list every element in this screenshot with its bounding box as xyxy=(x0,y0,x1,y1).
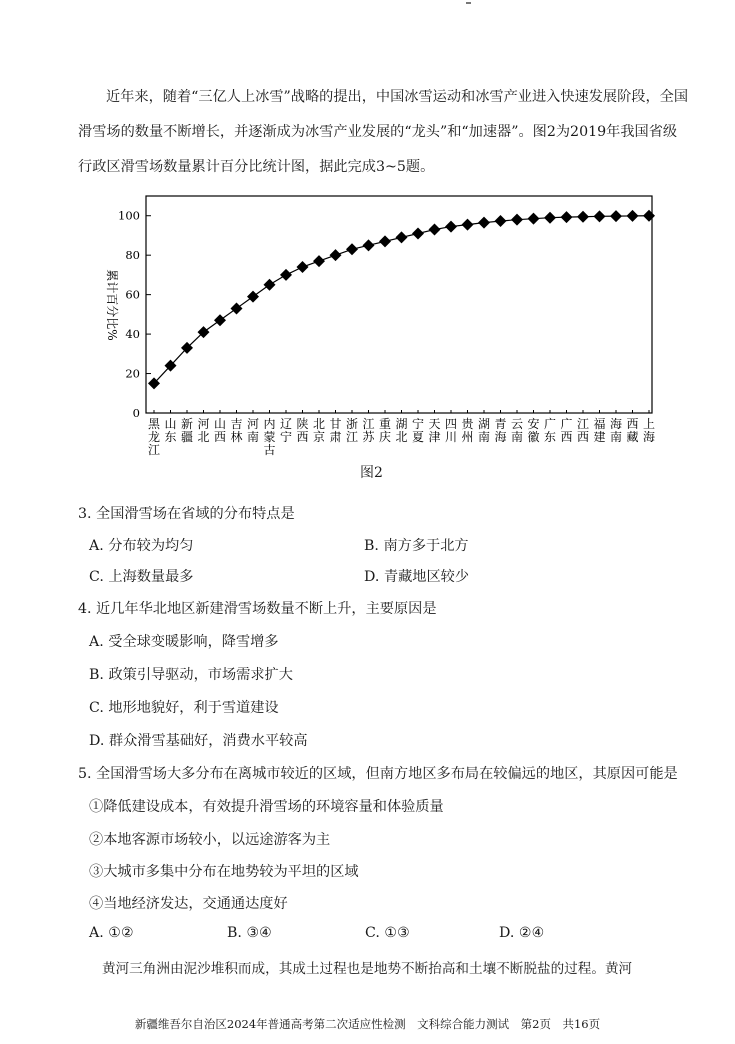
x-tick-label: 山西 xyxy=(213,417,227,444)
question-5-item-4: ④当地经济发达，交通通达度好 xyxy=(89,896,288,912)
data-point-marker xyxy=(610,210,622,222)
data-point-marker xyxy=(478,217,490,229)
x-tick-label: 安徽 xyxy=(527,417,540,444)
data-point-marker xyxy=(280,269,292,281)
data-point-marker xyxy=(429,224,441,236)
question-5-item-3: ③大城市多集中分布在地势较为平坦的区域 xyxy=(89,864,359,880)
x-tick-label: 广东 xyxy=(543,417,557,444)
x-tick-label: 新疆 xyxy=(180,417,194,444)
x-tick-label: 福建 xyxy=(593,417,606,444)
question-4-option-a: A. 受全球变暖影响，降雪增多 xyxy=(89,634,279,650)
data-point-marker xyxy=(627,210,639,222)
question-4-option-b: B. 政策引导驱动，市场需求扩大 xyxy=(89,667,293,683)
x-tick-label: 湖南 xyxy=(477,417,491,444)
scan-speck xyxy=(466,2,471,4)
y-tick-label: 0 xyxy=(132,406,140,420)
x-tick-label: 云南 xyxy=(510,417,524,444)
data-point-marker xyxy=(544,212,556,224)
y-axis-label: 累计百分比% xyxy=(105,269,119,341)
y-tick-label: 40 xyxy=(125,327,140,342)
question-5-option-d: D. ②④ xyxy=(499,925,545,941)
question-5-option-b: B. ③④ xyxy=(227,925,272,941)
data-point-marker xyxy=(379,235,391,247)
question-3-option-c: C. 上海数量最多 xyxy=(89,569,194,585)
x-tick-label: 贵州 xyxy=(461,417,474,444)
x-tick-label: 西藏 xyxy=(626,417,639,444)
y-tick-label: 60 xyxy=(125,287,140,302)
data-point-marker xyxy=(412,227,424,239)
question-5-option-a: A. ①② xyxy=(89,925,134,941)
x-tick-label: 江苏 xyxy=(362,417,375,444)
x-tick-label: 上海 xyxy=(642,417,656,444)
next-paragraph-start: 黄河三角洲由泥沙堆积而成，其成土过程也是地势不断抬高和土壤不断脱盐的过程。黄河 xyxy=(102,961,633,977)
x-tick-label: 内蒙古 xyxy=(263,417,276,457)
question-4-stem: 4. 近几年华北地区新建滑雪场数量不断上升，主要原因是 xyxy=(78,601,437,617)
intro-paragraph: 近年来，随着“三亿人上冰雪”战略的提出，中国冰雪运动和冰雪产业进入快速发展阶段，全国滑雪场的数量不断增长，并逐渐成为冰雪产业发展的“龙头”和“加速器”。图2为2019年我国省级行政区滑雪场数量累计百分比统计图，据此完成3~5题。 xyxy=(78,89,689,175)
page-footer: 新疆维吾尔自治区2024年普通高考第二次适应性检测 文科综合能力测试 第2页 共16页 xyxy=(134,1017,601,1031)
x-tick-label: 北京 xyxy=(312,417,326,444)
data-point-marker xyxy=(330,249,342,261)
x-tick-label: 重庆 xyxy=(378,417,392,444)
question-4-option-d: D. 群众滑雪基础好，消费水平较高 xyxy=(89,733,308,749)
data-point-marker xyxy=(445,221,457,233)
x-tick-label: 四川 xyxy=(444,417,458,444)
data-point-marker xyxy=(594,210,606,222)
x-tick-label: 山东 xyxy=(164,417,177,444)
data-point-marker xyxy=(643,210,655,222)
question-3-option-b: B. 南方多于北方 xyxy=(364,538,469,554)
data-point-marker xyxy=(231,302,243,314)
x-tick-label: 甘肃 xyxy=(329,417,342,444)
question-5-item-2: ②本地客源市场较小，以远途游客为主 xyxy=(89,832,331,848)
data-point-marker xyxy=(297,261,309,273)
data-point-marker xyxy=(346,243,358,255)
x-tick-label: 海南 xyxy=(609,417,623,444)
question-3-option-a: A. 分布较为均匀 xyxy=(89,538,194,554)
series-markers xyxy=(148,210,655,390)
data-point-marker xyxy=(247,291,259,303)
data-point-marker xyxy=(528,213,540,225)
x-tick-label: 河南 xyxy=(246,417,260,444)
y-tick-label: 20 xyxy=(125,366,140,381)
y-tick-label: 80 xyxy=(125,248,140,263)
data-point-marker xyxy=(495,215,507,227)
x-tick-label: 广西 xyxy=(560,417,573,444)
data-point-marker xyxy=(511,214,523,226)
y-tick-label: 100 xyxy=(118,208,140,223)
x-tick-label: 陕西 xyxy=(296,417,309,444)
data-point-marker xyxy=(577,211,589,223)
x-tick-label: 河北 xyxy=(197,417,210,444)
data-point-marker xyxy=(313,255,325,267)
data-point-marker xyxy=(363,239,375,251)
question-3-option-d: D. 青藏地区较少 xyxy=(364,569,470,585)
plot-frame xyxy=(146,196,652,413)
x-tick-label: 宁夏 xyxy=(411,417,425,444)
data-point-marker xyxy=(462,219,474,231)
x-tick-label: 浙江 xyxy=(345,417,359,444)
x-tick-label: 吉林 xyxy=(230,417,243,444)
question-5-stem: 5. 全国滑雪场大多分布在离城市较近的区域，但南方地区多布局在较偏远的地区，其原因可能是 xyxy=(78,766,678,782)
x-tick-label: 青海 xyxy=(494,417,507,444)
question-4-option-c: C. 地形地貌好，利于雪道建设 xyxy=(89,700,279,716)
question-5-item-1: ①降低建设成本，有效提升滑雪场的环境容量和体验质量 xyxy=(89,799,444,815)
data-point-marker xyxy=(561,211,573,223)
cumulative-percent-chart xyxy=(0,0,735,470)
data-point-marker xyxy=(264,279,276,291)
x-tick-label: 天津 xyxy=(428,417,441,444)
x-tick-label: 辽宁 xyxy=(279,417,293,444)
data-point-marker xyxy=(396,231,408,243)
x-tick-label: 黑龙江 xyxy=(147,417,161,457)
question-3-stem: 3. 全国滑雪场在省域的分布特点是 xyxy=(78,506,295,522)
x-tick-label: 江西 xyxy=(576,417,590,444)
x-axis-tick-labels xyxy=(148,410,655,457)
data-point-marker xyxy=(214,314,226,326)
x-tick-label: 湖北 xyxy=(395,417,408,444)
question-5-option-c: C. ①③ xyxy=(365,925,410,941)
figure-caption: 图2 xyxy=(360,465,383,481)
